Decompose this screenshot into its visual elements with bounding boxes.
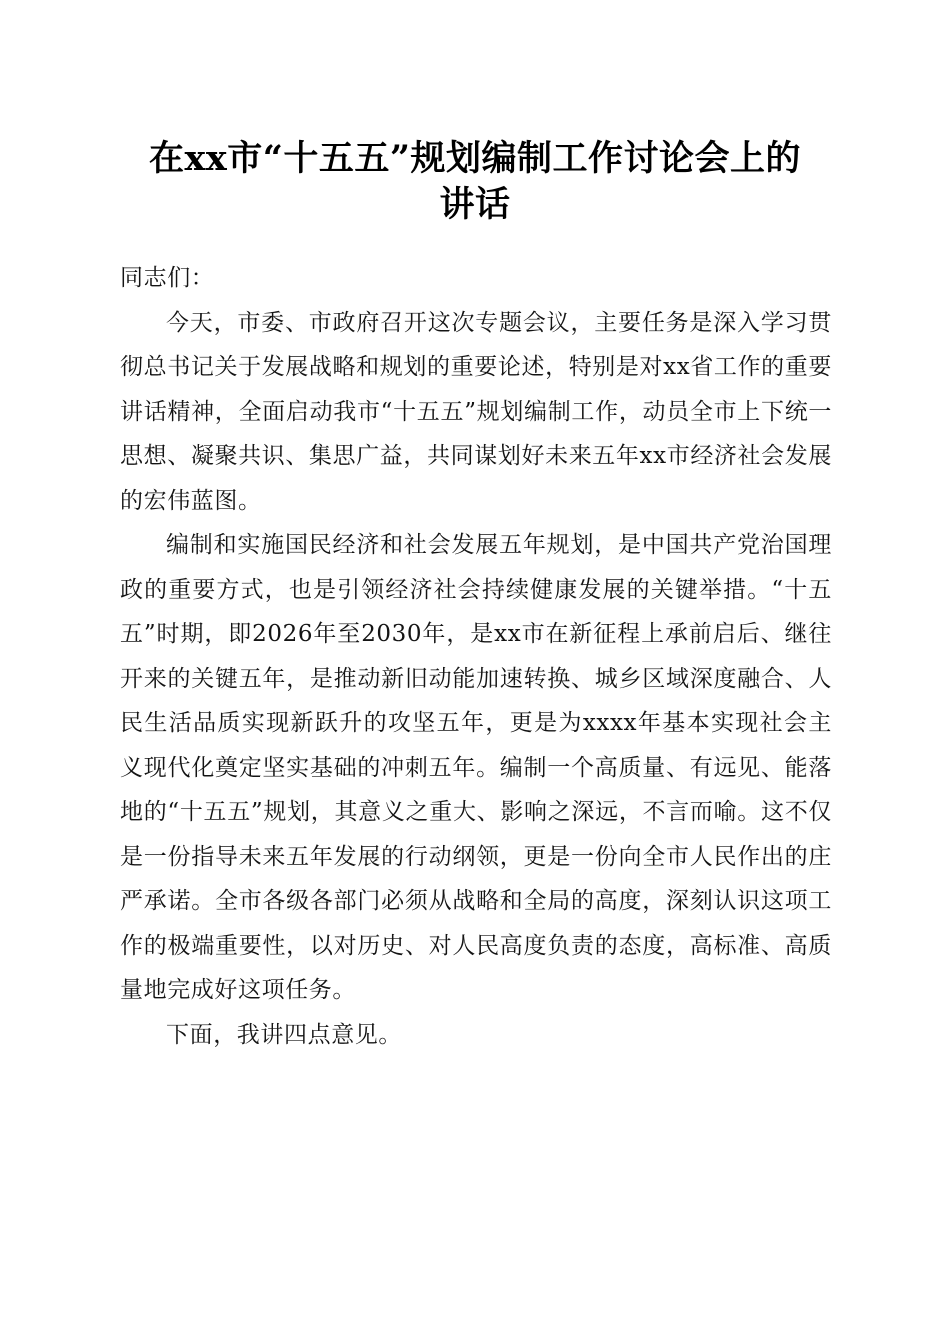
title-line-1: 在xx市“十五五”规划编制工作讨论会上的 xyxy=(149,138,801,179)
document-title xyxy=(100,136,850,228)
title-line-2: 讲话 xyxy=(439,184,511,225)
paragraph-opening: 今天，市委、市政府召开这次专题会议，主要任务是深入学习贯彻总书记关于发展战略和规划的重要论述，特别是对xx省工作的重要讲话精神，全面启动我市“十五五”规划编制工作，动员全市上下统一思想、凝聚共识、集思广益，共同谋划好未来五年xx市经济社会发展的宏伟蓝图。 xyxy=(120,309,832,514)
salutation: 同志们： xyxy=(120,265,215,291)
paragraph-transition: 下面，我讲四点意见。 xyxy=(166,1021,402,1048)
paragraph-significance: 编制和实施国民经济和社会发展五年规划，是中国共产党治国理政的重要方式，也是引领经济社会持续健康发展的关键举措。“十五五”时期，即2026年至2030年，是xx市在新征程上承前启后、继往开来的关键五年，是推动新旧动能加速转换、城乡区域深度融合、人民生活品质实现新跃升的攻坚五年，更是为xxxx年基本实现社会主义现代化奠定坚实基础的冲刺五年。编制一个高质量、有远见、能落地的“十五五”规划，其意义之重大、影响之深远，不言而喻。这不仅是一份指导未来五年发展的行动纲领，更是一份向全市人民作出的庄严承诺。全市各级各部门必须从战略和全局的高度，深刻认识这项工作的极端重要性，以对历史、对人民高度负责的态度，高标准、高质量地完成好这项任务。 xyxy=(120,532,832,1003)
document-body xyxy=(120,256,832,1057)
